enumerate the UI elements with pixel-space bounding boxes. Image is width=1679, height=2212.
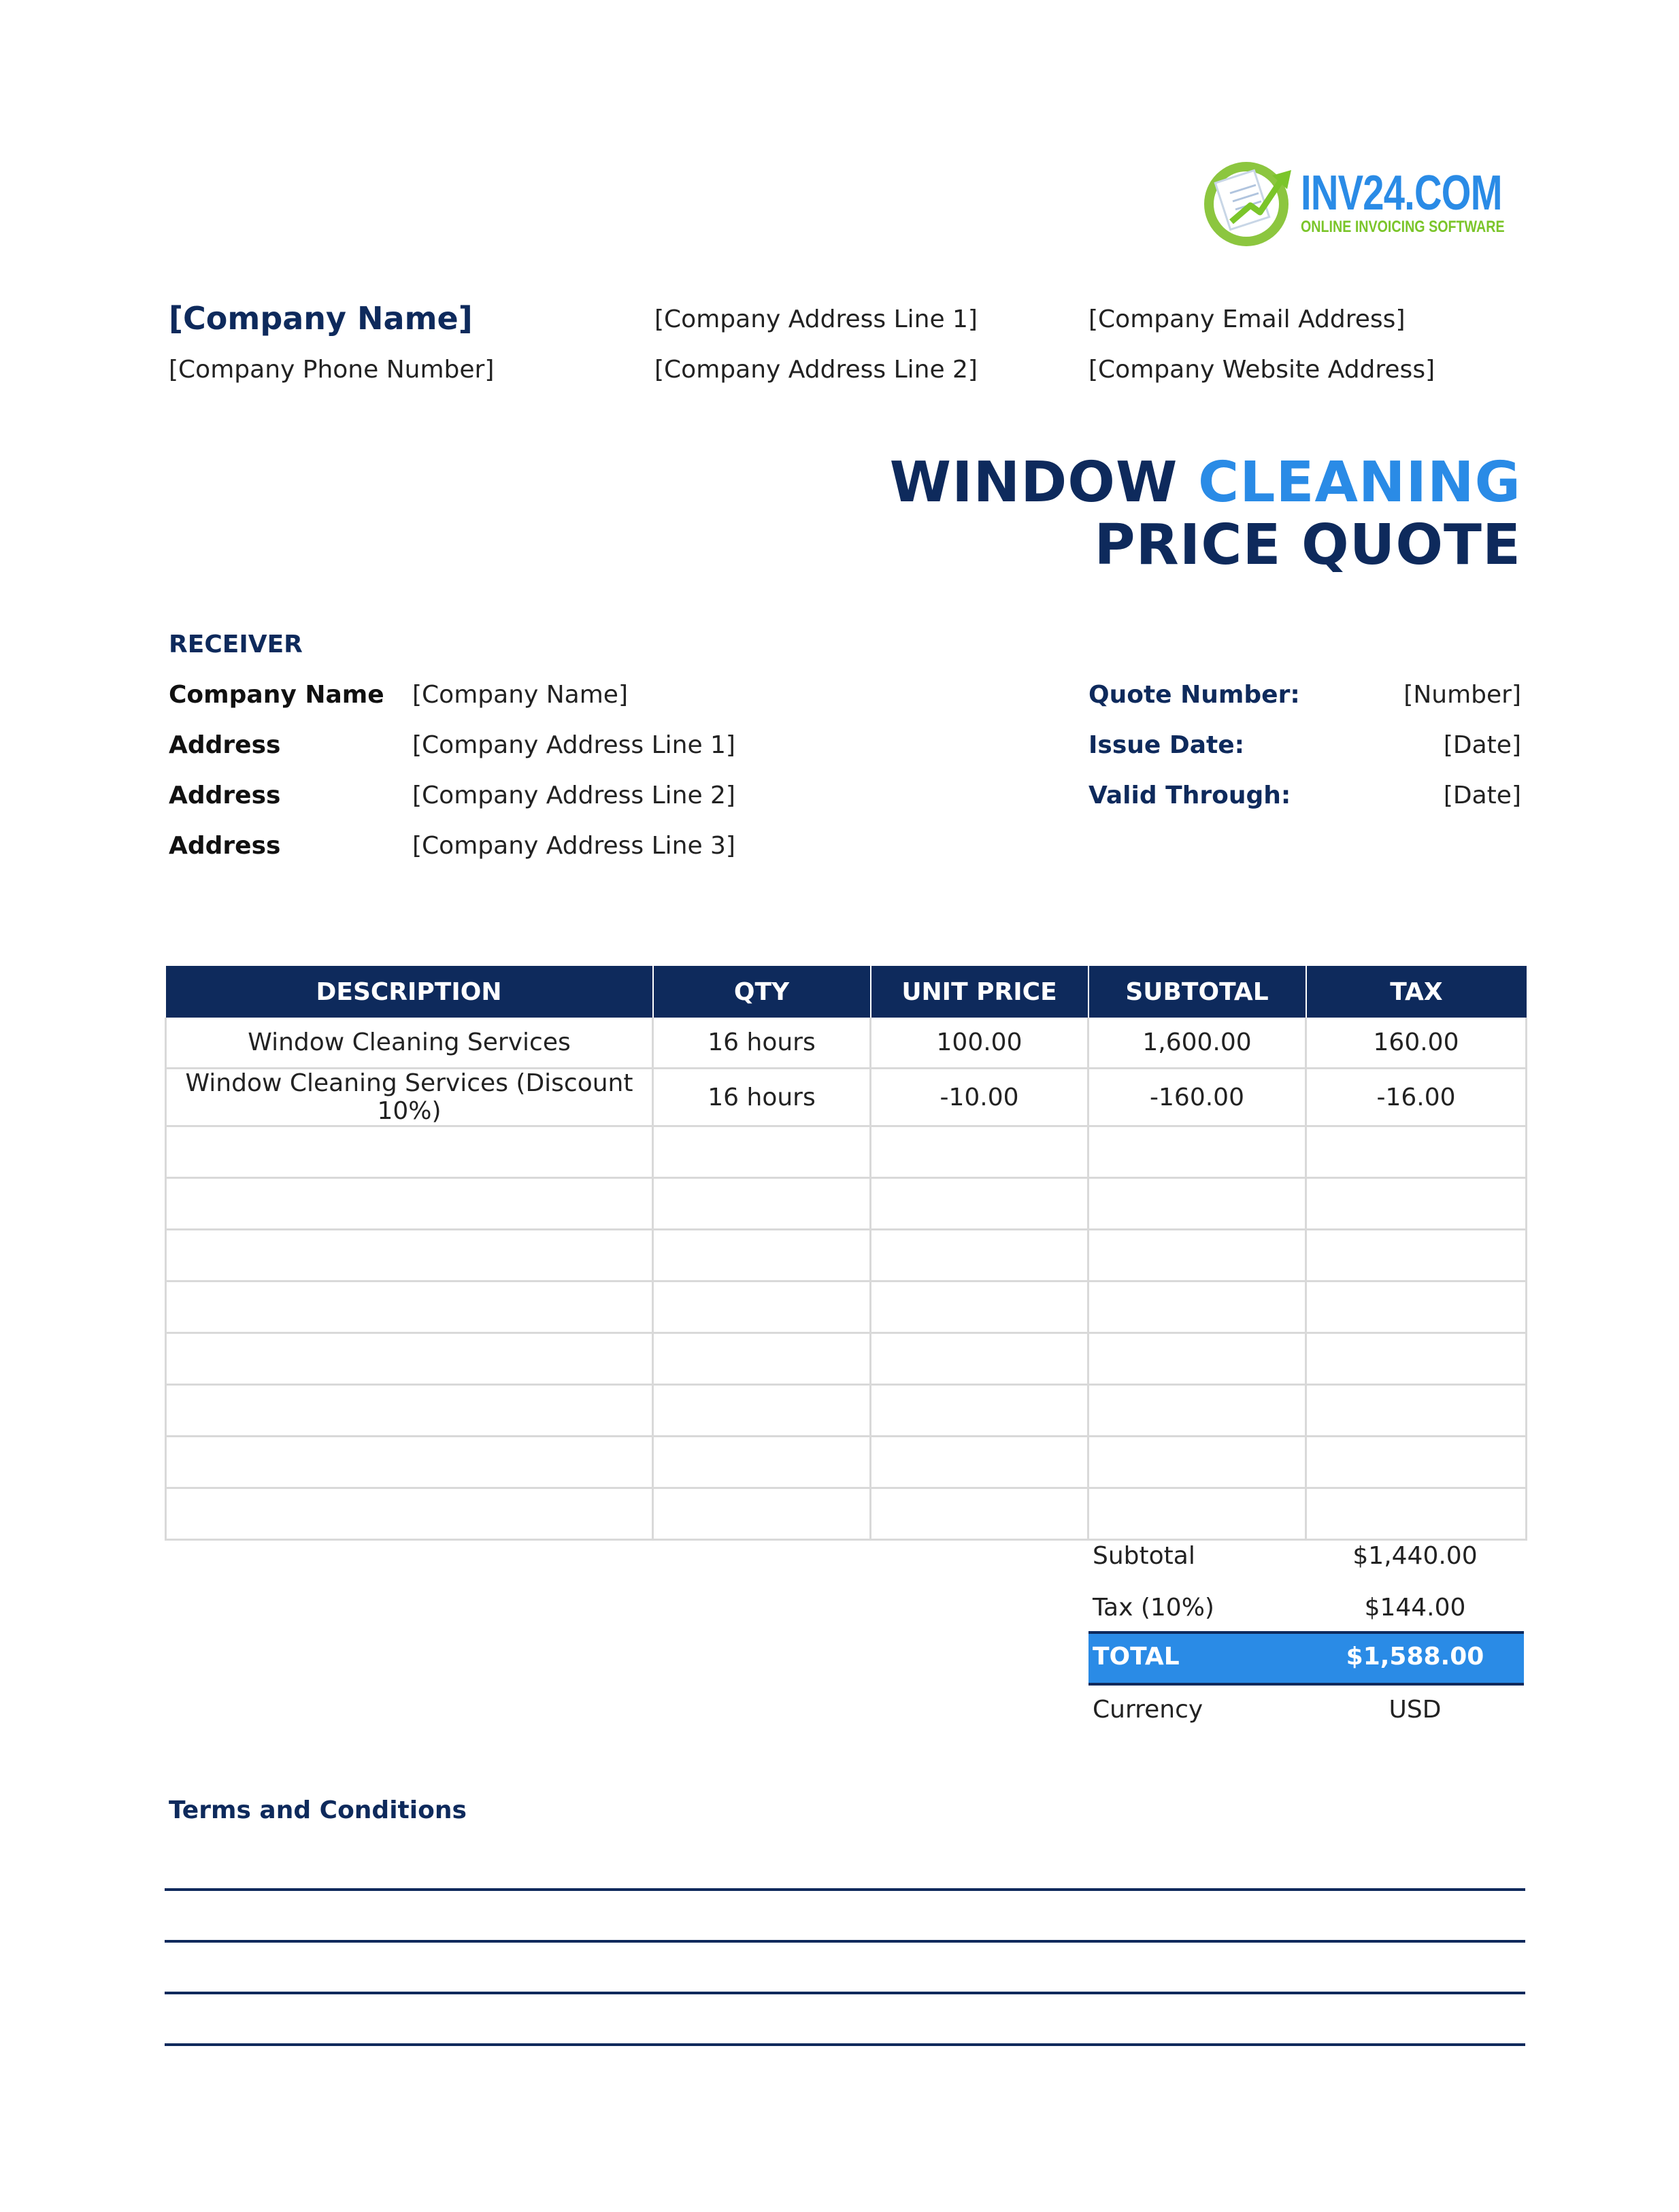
unit-price-cell[interactable] (871, 1385, 1088, 1437)
unit-price-cell[interactable] (871, 1178, 1088, 1230)
column-header-qty: QTY (653, 966, 871, 1018)
receiver-label: Address (169, 731, 281, 759)
column-header-description: DESCRIPTION (166, 966, 653, 1018)
qty-cell[interactable] (653, 1178, 871, 1230)
description-cell[interactable]: Window Cleaning Services (166, 1018, 653, 1069)
currency-label: Currency (1093, 1696, 1203, 1724)
terms-line[interactable] (165, 1888, 1525, 1891)
qty-cell[interactable] (653, 1126, 871, 1178)
subtotal-cell[interactable]: 1,600.00 (1088, 1018, 1306, 1069)
unit-price-cell[interactable] (871, 1488, 1088, 1540)
unit-price-cell[interactable] (871, 1333, 1088, 1385)
description-cell[interactable] (166, 1385, 653, 1437)
company-email: [Company Email Address] (1088, 305, 1406, 333)
receiver-label: Address (169, 832, 281, 860)
table-row (166, 1437, 1527, 1488)
description-cell[interactable] (166, 1333, 653, 1385)
logo-tagline: ONLINE INVOICING SOFTWARE (1301, 218, 1505, 236)
tax-cell[interactable] (1306, 1126, 1527, 1178)
table-row (166, 1126, 1527, 1178)
issue-date-value: [Date] (1443, 731, 1521, 759)
unit-price-cell[interactable] (871, 1281, 1088, 1333)
tax-cell[interactable]: -16.00 (1306, 1069, 1527, 1126)
logo-icon (1201, 155, 1303, 250)
qty-cell[interactable]: 16 hours (653, 1018, 871, 1069)
description-cell[interactable] (166, 1178, 653, 1230)
table-row (166, 1069, 1527, 1126)
currency-row (1088, 1684, 1524, 1736)
receiver-label: Company Name (169, 681, 384, 709)
column-header-tax: TAX (1306, 966, 1527, 1018)
valid-through-label: Valid Through: (1088, 782, 1291, 809)
qty-cell[interactable] (653, 1230, 871, 1281)
company-phone: [Company Phone Number] (169, 356, 495, 384)
tax-cell[interactable] (1306, 1385, 1527, 1437)
terms-line[interactable] (165, 2043, 1525, 2046)
subtotal-cell[interactable] (1088, 1333, 1306, 1385)
logo-name: INV24.COM (1301, 166, 1502, 220)
receiver-value: [Company Address Line 1] (412, 731, 735, 759)
table-row (166, 1178, 1527, 1230)
subtotal-value: $1,440.00 (1352, 1542, 1478, 1570)
receiver-label: Address (169, 782, 281, 809)
document-title-line2: PRICE QUOTE (1094, 513, 1521, 577)
terms-line[interactable] (165, 1992, 1525, 1994)
column-header-unit-price: UNIT PRICE (871, 966, 1088, 1018)
description-cell[interactable] (166, 1230, 653, 1281)
qty-cell[interactable]: 16 hours (653, 1069, 871, 1126)
qty-cell[interactable] (653, 1385, 871, 1437)
terms-heading: Terms and Conditions (169, 1796, 467, 1824)
description-cell[interactable] (166, 1488, 653, 1540)
subtotal-row (1088, 1530, 1524, 1582)
receiver-value: [Company Address Line 3] (412, 832, 735, 860)
title-word-window: WINDOW (889, 450, 1178, 515)
terms-line[interactable] (165, 1940, 1525, 1943)
unit-price-cell[interactable]: -10.00 (871, 1069, 1088, 1126)
title-word-cleaning: CLEANING (1198, 450, 1521, 515)
company-address-line1: [Company Address Line 1] (654, 305, 978, 333)
quote-number-value: [Number] (1403, 681, 1521, 709)
tax-cell[interactable] (1306, 1281, 1527, 1333)
total-value: $1,588.00 (1346, 1643, 1484, 1671)
table-row (166, 1281, 1527, 1333)
unit-price-cell[interactable] (871, 1437, 1088, 1488)
receiver-value: [Company Address Line 2] (412, 782, 735, 809)
subtotal-cell[interactable] (1088, 1178, 1306, 1230)
qty-cell[interactable] (653, 1333, 871, 1385)
company-website: [Company Website Address] (1088, 356, 1435, 384)
tax-value: $144.00 (1364, 1594, 1466, 1622)
company-address-line2: [Company Address Line 2] (654, 356, 978, 384)
company-name: [Company Name] (169, 300, 473, 337)
qty-cell[interactable] (653, 1488, 871, 1540)
table-row (166, 1230, 1527, 1281)
tax-row (1088, 1582, 1524, 1634)
subtotal-cell[interactable] (1088, 1126, 1306, 1178)
currency-value: USD (1389, 1696, 1442, 1724)
subtotal-cell[interactable] (1088, 1385, 1306, 1437)
table-row (166, 1018, 1527, 1069)
qty-cell[interactable] (653, 1281, 871, 1333)
subtotal-cell[interactable] (1088, 1281, 1306, 1333)
table-row (166, 1385, 1527, 1437)
column-header-subtotal: SUBTOTAL (1088, 966, 1306, 1018)
tax-cell[interactable] (1306, 1437, 1527, 1488)
receiver-heading: RECEIVER (169, 631, 303, 658)
quote-number-label: Quote Number: (1088, 681, 1300, 709)
issue-date-label: Issue Date: (1088, 731, 1245, 759)
table-row (166, 1333, 1527, 1385)
description-cell[interactable] (166, 1126, 653, 1178)
tax-cell[interactable]: 160.00 (1306, 1018, 1527, 1069)
tax-cell[interactable] (1306, 1230, 1527, 1281)
valid-through-value: [Date] (1443, 782, 1521, 809)
table-header-row (166, 966, 1527, 1018)
description-cell[interactable]: Window Cleaning Services (Discount 10%) (166, 1069, 653, 1126)
unit-price-cell[interactable]: 100.00 (871, 1018, 1088, 1069)
subtotal-label: Subtotal (1093, 1542, 1195, 1570)
items-table (165, 966, 1527, 1541)
description-cell[interactable] (166, 1281, 653, 1333)
document-title-line1 (890, 449, 1521, 517)
subtotal-cell[interactable] (1088, 1230, 1306, 1281)
total-row (1088, 1631, 1524, 1686)
total-label: TOTAL (1093, 1643, 1180, 1671)
subtotal-cell[interactable] (1088, 1437, 1306, 1488)
description-cell[interactable] (166, 1437, 653, 1488)
tax-label: Tax (10%) (1093, 1594, 1214, 1622)
unit-price-cell[interactable] (871, 1230, 1088, 1281)
subtotal-cell[interactable]: -160.00 (1088, 1069, 1306, 1126)
receiver-value: [Company Name] (412, 681, 629, 709)
qty-cell[interactable] (653, 1437, 871, 1488)
unit-price-cell[interactable] (871, 1126, 1088, 1178)
tax-cell[interactable] (1306, 1178, 1527, 1230)
tax-cell[interactable] (1306, 1333, 1527, 1385)
